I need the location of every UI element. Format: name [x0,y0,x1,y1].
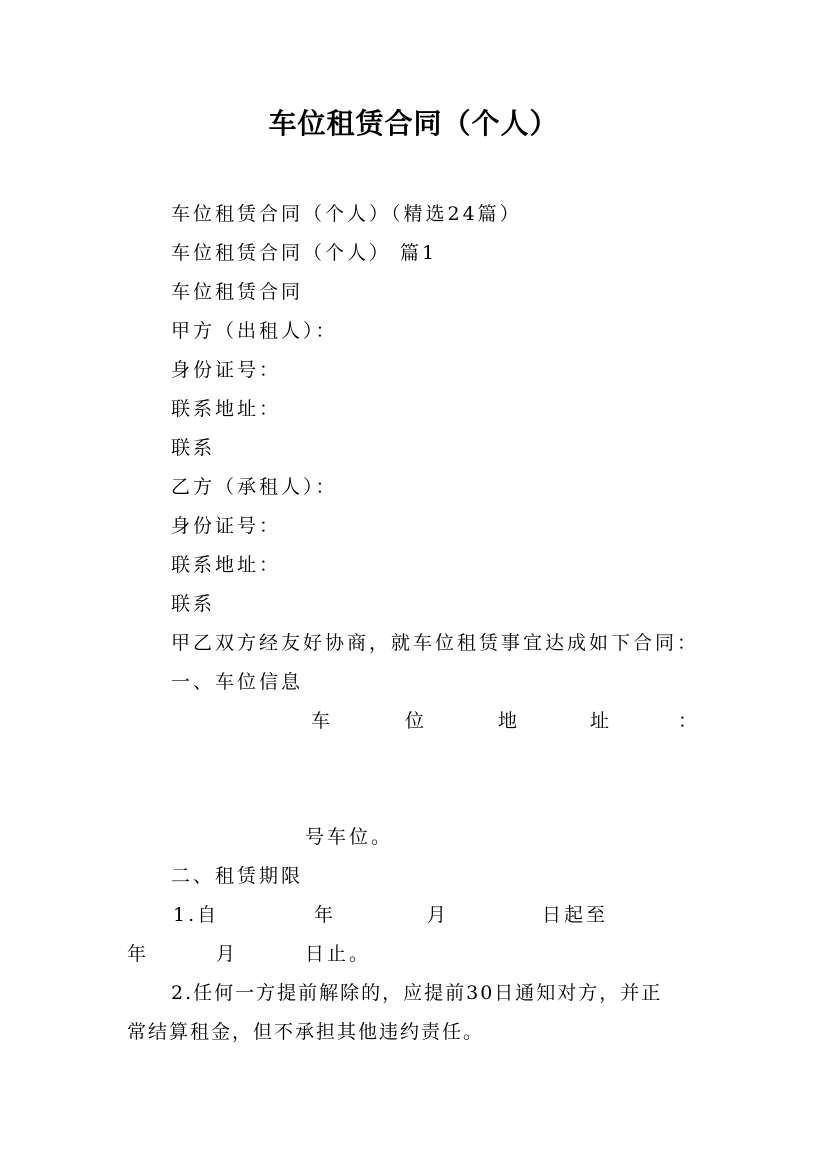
party-a-address-label: 联系地址： [171,398,282,420]
term-line-1 [0,900,827,926]
section-1-heading: 一、车位信息 [171,671,304,693]
party-b-address-label: 联系地址： [171,554,282,576]
party-a-label: 甲方（出租人）： [171,320,338,342]
section-2-heading: 二、租赁期限 [171,865,304,887]
term-end-day-label: 日止。 [305,943,372,965]
term-end-month-label: 月 [216,943,236,965]
space-number-line: 号车位。 [305,826,394,848]
chapter-heading: 车位租赁合同（个人） 篇1 [171,242,438,264]
term-day-start-label: 日起至 [542,904,609,926]
party-b-id-label: 身份证号： [171,515,282,537]
contract-heading: 车位租赁合同 [171,281,304,303]
term-from: 1.自 [173,904,220,926]
address-char: 地 [498,710,518,732]
term-end-year-label: 年 [127,943,147,965]
address-line [0,706,827,732]
address-char: 位 [405,710,425,732]
party-a-id-label: 身份证号： [171,359,282,381]
address-char: 车 [311,710,331,732]
clause-2-line-1: 2.任何一方提前解除的，应提前30日通知对方，并正 [171,982,663,1004]
agreement-intro: 甲乙双方经友好协商，就车位租赁事宜达成如下合同： [171,632,700,654]
party-b-contact-label: 联系 [171,593,216,615]
party-b-label: 乙方（承租人）： [171,476,338,498]
party-a-contact-label: 联系 [171,437,216,459]
term-month-label: 月 [427,904,447,926]
address-char: ： [678,710,698,732]
term-line-2 [0,939,827,965]
term-year-label: 年 [314,904,334,926]
address-char: 址 [590,710,610,732]
subtitle-line: 车位租赁合同（个人）（精选24篇） [171,203,522,225]
document-title: 车位租赁合同（个人） [268,107,559,140]
clause-2-line-2: 常结算租金，但不承担其他违约责任。 [127,1021,485,1043]
